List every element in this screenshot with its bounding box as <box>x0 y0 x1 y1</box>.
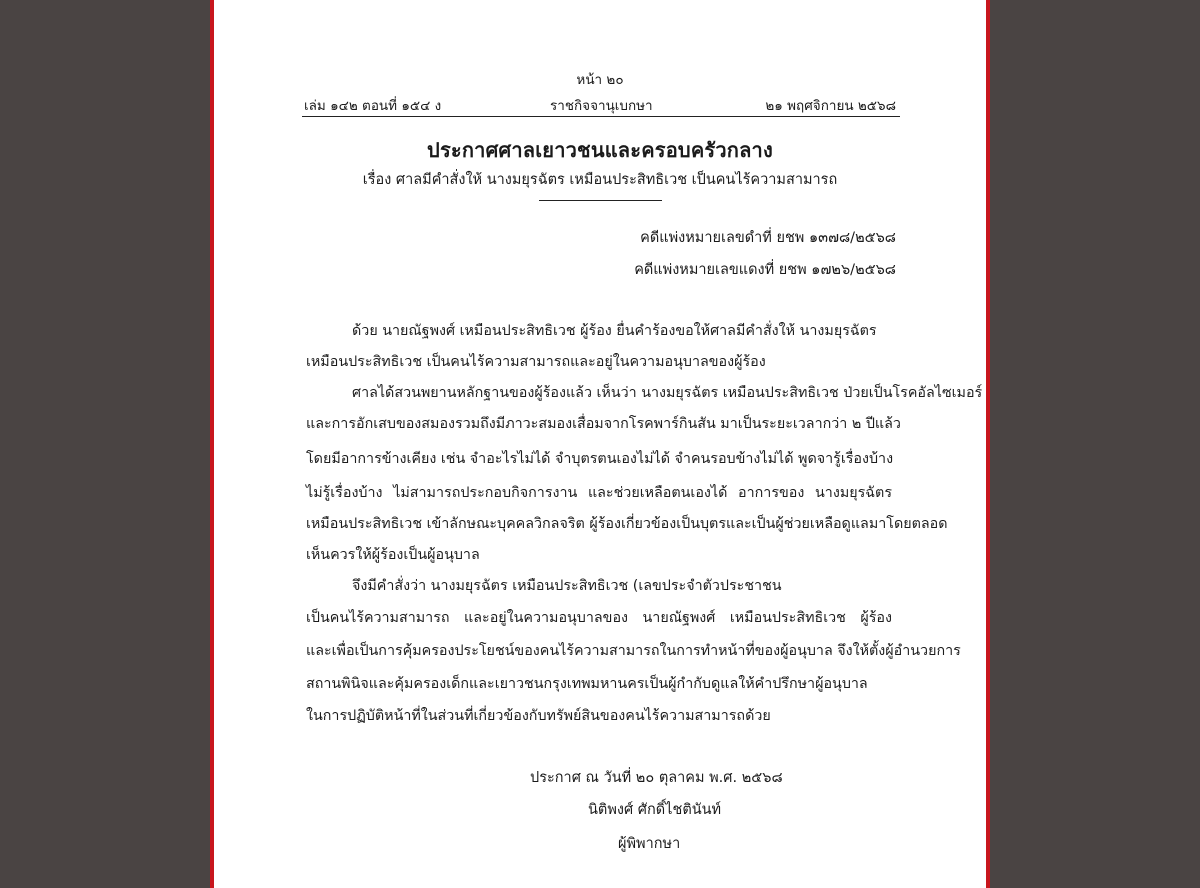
body-line: ไม่รู้เรื่องบ้าง ไม่สามารถประกอบกิจการงาน และช่วยเหลือตนเองได้ อาการของ นางมยุรฉัตร <box>306 485 892 501</box>
body-line: ศาลได้สวนพยานหลักฐานของผู้ร้องแล้ว เห็นว่า นางมยุรฉัตร เหมือนประสิทธิเวช ป่วยเป็นโรคอัลไซเมอร์ <box>352 385 983 401</box>
body-line: จึงมีคำสั่งว่า นางมยุรฉัตร เหมือนประสิทธิเวช (เลขประจำตัวประชาชน <box>352 578 782 594</box>
announcement-date: ประกาศ ณ วันที่ ๒๐ ตุลาคม พ.ศ. ๒๕๖๘ <box>530 770 783 786</box>
black-case-number: คดีแพ่งหมายเลขดำที่ ยชพ ๑๓๗๘/๒๕๖๘ <box>640 230 896 246</box>
announcement-title: ประกาศศาลเยาวชนและครอบครัวกลาง <box>427 138 773 162</box>
volume-issue: เล่ม ๑๔๒ ตอนที่ ๑๕๔ ง <box>304 98 442 114</box>
gazette-page <box>214 0 986 888</box>
signatory-position: ผู้พิพากษา <box>618 836 681 852</box>
body-line: เหมือนประสิทธิเวช เข้าลักษณะบุคคลวิกลจริต ผู้ร้องเกี่ยวข้องเป็นบุตรและเป็นผู้ช่วยเหลือดูแลมาโดยตลอด <box>306 516 948 532</box>
body-line: เป็นคนไร้ความสามารถ และอยู่ในความอนุบาลของ นายณัฐพงศ์ เหมือนประสิทธิเวช ผู้ร้อง <box>306 610 892 626</box>
body-line: เห็นควรให้ผู้ร้องเป็นผู้อนุบาล <box>306 547 480 563</box>
red-case-number: คดีแพ่งหมายเลขแดงที่ ยชพ ๑๗๒๖/๒๕๖๘ <box>634 262 896 278</box>
body-line: โดยมีอาการข้างเคียง เช่น จำอะไรไม่ได้ จำบุตรตนเองไม่ได้ จำคนรอบข้างไม่ได้ พูดจารู้เรื่องบ้าง <box>306 451 894 467</box>
header-divider <box>302 116 900 117</box>
body-line: ด้วย นายณัฐพงศ์ เหมือนประสิทธิเวช ผู้ร้อง ยื่นคำร้องขอให้ศาลมีคำสั่งให้ นางมยุรฉัตร <box>352 323 877 339</box>
title-divider <box>539 200 662 201</box>
announcement-subject: เรื่อง ศาลมีคำสั่งให้ นางมยุรฉัตร เหมือนประสิทธิเวช เป็นคนไร้ความสามารถ <box>362 172 838 188</box>
page-number: หน้า ๒๐ <box>576 72 624 88</box>
body-line: สถานพินิจและคุ้มครองเด็กและเยาวชนกรุงเทพมหานครเป็นผู้กำกับดูแลให้คำปรึกษาผู้อนุบาล <box>306 676 868 692</box>
body-line: และการอักเสบของสมองรวมถึงมีภาวะสมองเสื่อมจากโรคพาร์กินสัน มาเป็นระยะเวลากว่า ๒ ปีแล้ว <box>306 416 901 432</box>
body-line: ในการปฏิบัติหน้าที่ในส่วนที่เกี่ยวข้องกับทรัพย์สินของคนไร้ความสามารถด้วย <box>306 708 771 724</box>
body-line: เหมือนประสิทธิเวช เป็นคนไร้ความสามารถและอยู่ในความอนุบาลของผู้ร้อง <box>306 354 766 370</box>
publication-date: ๒๑ พฤศจิกายน ๒๕๖๘ <box>765 98 896 114</box>
right-frame-border <box>986 0 990 888</box>
signatory-name: นิติพงศ์ ศักดิ์ไชตินันท์ <box>588 802 722 818</box>
body-line: และเพื่อเป็นการคุ้มครองประโยชน์ของคนไร้ความสามารถในการทำหน้าที่ของผู้อนุบาล จึงให้ตั้งผู้อำนวยการ <box>306 643 961 659</box>
publication-name: ราชกิจจานุเบกษา <box>550 98 653 114</box>
